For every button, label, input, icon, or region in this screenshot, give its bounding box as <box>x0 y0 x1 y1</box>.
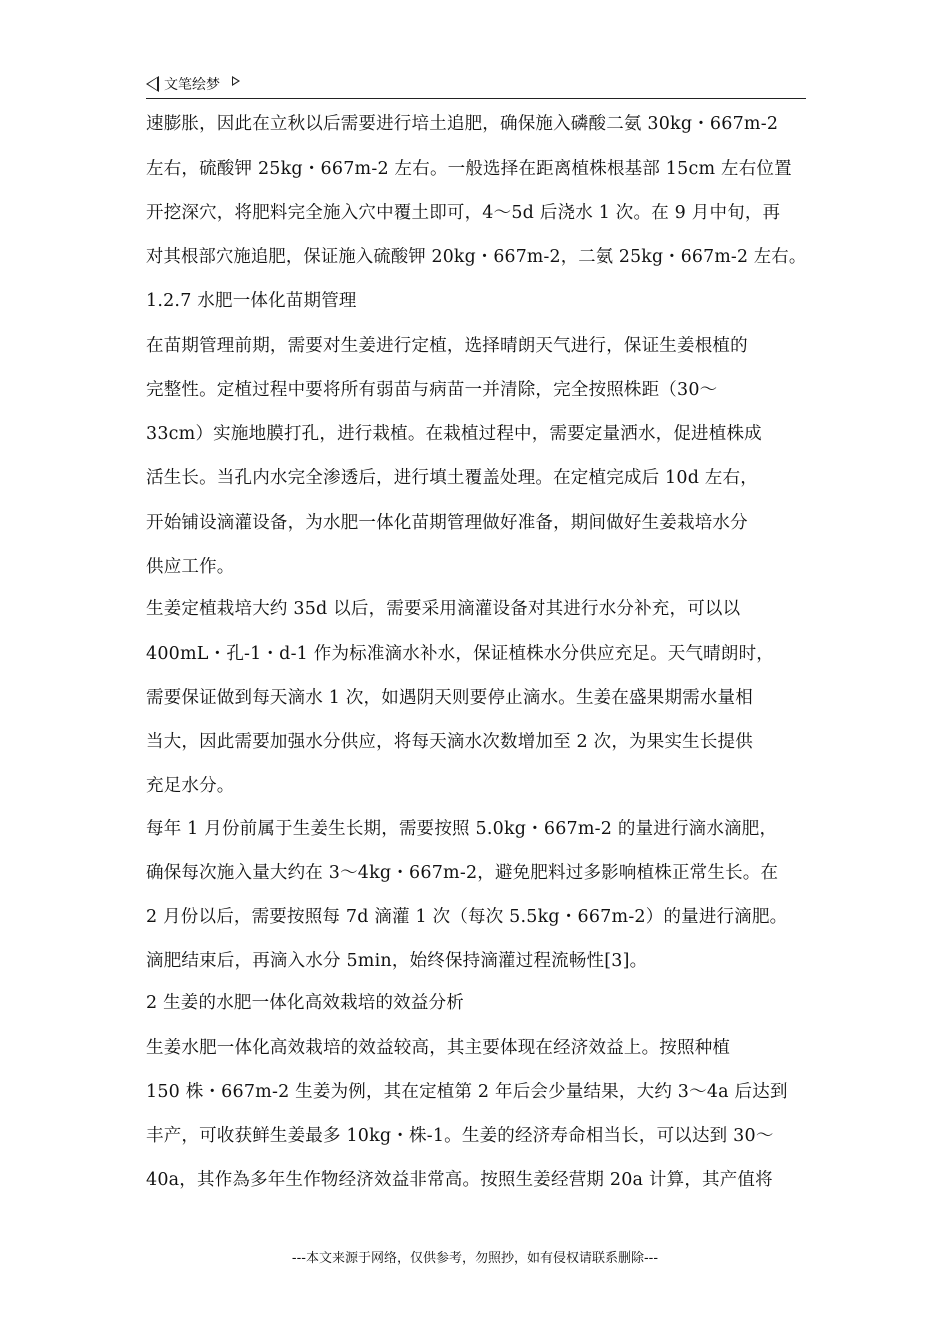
right-triangle-icon <box>232 76 240 86</box>
body-line: 400mL・孔-1・d-1 作为标准滴水补水，保证植株水分供应充足。天气晴朗时， <box>146 644 774 664</box>
body-line: 150 株・667m-2 生姜为例，其在定植第 2 年后会少量结果，大约 3～4a 后达到 <box>146 1082 788 1102</box>
body-line: 33cm）实施地膜打孔，进行栽植。在栽植过程中，需要定量洒水，促进植株成 <box>146 424 762 444</box>
body-line: 供应工作。 <box>146 557 235 577</box>
header-brand: 文笔绘梦 <box>164 77 220 93</box>
body-line: 左右，硫酸钾 25kg・667m-2 左右。一般选择在距离植株根基部 15cm 左右位置 <box>146 159 792 179</box>
body-line: 开始铺设滴灌设备，为水肥一体化苗期管理做好准备，期间做好生姜栽培水分 <box>146 513 748 533</box>
body-line: 40a，其作為多年生作物经济效益非常高。按照生姜经营期 20a 计算，其产值将 <box>146 1170 773 1190</box>
footer-notice: ---本文来源于网络，仅供参考，勿照抄，如有侵权请联系删除--- <box>291 1251 659 1266</box>
section-heading: 1.2.7 水肥一体化苗期管理 <box>146 291 357 311</box>
body-line: 2 月份以后，需要按照每 7d 滴灌 1 次（每次 5.5kg・667m-2）的量进行滴肥。 <box>146 907 788 927</box>
section-heading: 2 生姜的水肥一体化高效栽培的效益分析 <box>146 993 464 1013</box>
body-line: 活生长。当孔内水完全渗透后，进行填土覆盖处理。在定植完成后 10d 左右， <box>146 468 758 488</box>
body-line: 丰产，可收获鲜生姜最多 10kg・株-1。生姜的经济寿命相当长，可以达到 30～ <box>146 1126 774 1146</box>
body-line: 当大，因此需要加强水分供应，将每天滴水次数增加至 2 次，为果实生长提供 <box>146 732 753 752</box>
body-line: 生姜定植栽培大约 35d 以后，需要采用滴灌设备对其进行水分补充，可以以 <box>146 599 741 619</box>
body-line: 在苗期管理前期，需要对生姜进行定植，选择晴朗天气进行，保证生姜根植的 <box>146 336 748 356</box>
body-line: 生姜水肥一体化高效栽培的效益较高，其主要体现在经济效益上。按照种植 <box>146 1038 731 1058</box>
body-line: 确保每次施入量大约在 3～4kg・667m-2，避免肥料过多影响植株正常生长。在 <box>146 863 779 883</box>
left-triangle-icon <box>146 76 159 92</box>
body-line: 完整性。定植过程中要将所有弱苗与病苗一并清除，完全按照株距（30～ <box>146 380 718 400</box>
body-line: 开挖深穴，将肥料完全施入穴中覆土即可，4～5d 后浇水 1 次。在 9 月中旬，再 <box>146 203 781 223</box>
body-line: 充足水分。 <box>146 776 235 796</box>
body-line: 速膨胀，因此在立秋以后需要进行培土追肥，确保施入磷酸二氨 30kg・667m-2 <box>146 114 779 134</box>
page-header <box>146 72 806 99</box>
body-line: 滴肥结束后，再滴入水分 5min，始终保持滴灌过程流畅性[3]。 <box>146 951 648 971</box>
body-line: 对其根部穴施追肥，保证施入硫酸钾 20kg・667m-2，二氨 25kg・667m-2 左右。 <box>146 247 807 267</box>
body-line: 需要保证做到每天滴水 1 次，如遇阴天则要停止滴水。生姜在盛果期需水量相 <box>146 688 753 708</box>
body-line: 每年 1 月份前属于生姜生长期，需要按照 5.0kg・667m-2 的量进行滴水滴肥， <box>146 819 778 839</box>
